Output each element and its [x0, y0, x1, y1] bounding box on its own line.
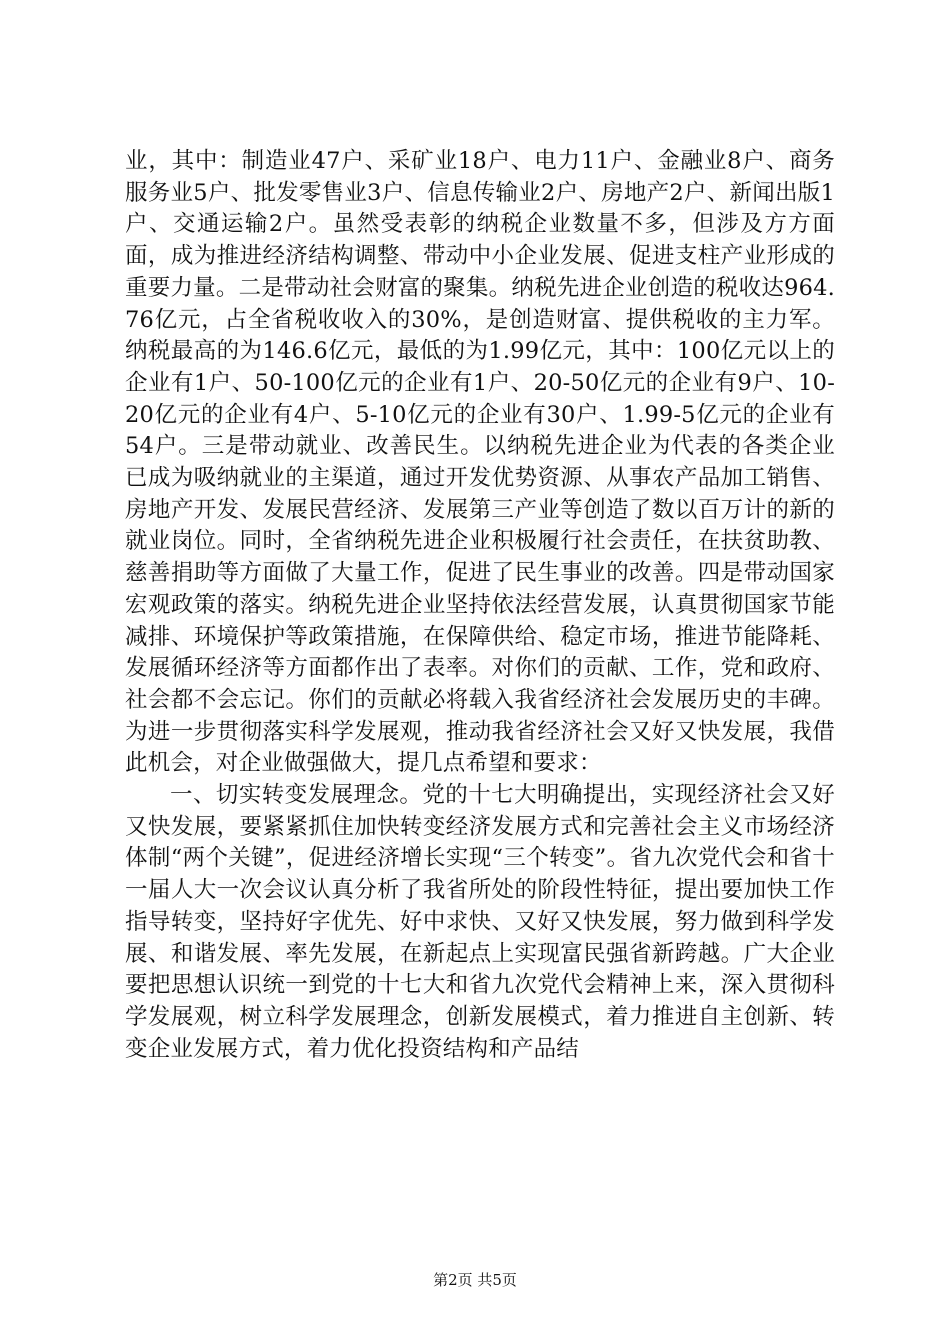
paragraph-2: 一、切实转变发展理念。党的十七大明确提出，实现经济社会又好又快发展，要紧紧抓住加快转变经济发展方式和完善社会主义市场经济体制“两个关键”，促进经济增长实现“三个转变”。省九次党代会和省十一届人大一次会议认真分析了我省所处的阶段性特征，提出要加快工作指导转变，坚持好字优先、好中求快、又好又快发展，努力做到科学发展、和谐发展、率先发展，在新起点上实现富民强省新跨越。广大企业要把思想认识统一到党的十七大和省九次党代会精神上来，深入贯彻科学发展观，树立科学发展理念，创新发展模式，着力推进自主创新、转变企业发展方式，着力优化投资结构和产品结: [125, 782, 835, 1062]
page-footer: 第2页 共5页: [433, 1271, 517, 1289]
body-text: [125, 146, 835, 1065]
paragraph-1: 业，其中：制造业47户、采矿业18户、电力11户、金融业8户、商务服务业5户、批发零售业3户、信息传输业2户、房地产2户、新闻出版1户、交通运输2户。虽然受表彰的纳税企业数量不多，但涉及方方面面，成为推进经济结构调整、带动中小企业发展、促进支柱产业形成的重要力量。二是带动社会财富的聚集。纳税先进企业创造的税收达964.76亿元，占全省税收收入的30%，是创造财富、提供税收的主力军。纳税最高的为146.6亿元，最低的为1.99亿元，其中：100亿元以上的企业有1户、50-100亿元的企业有1户、20-50亿元的企业有9户、10-20亿元的企业有4户、5-10亿元的企业有30户、1.99-5亿元的企业有54户。三是带动就业、改善民生。以纳税先进企业为代表的各类企业已成为吸纳就业的主渠道，通过开发优势资源、从事农产品加工销售、房地产开发、发展民营经济、发展第三产业等创造了数以百万计的新的就业岗位。同时，全省纳税先进企业积极履行社会责任，在扶贫助教、慈善捐助等方面做了大量工作，促进了民生事业的改善。四是带动国家宏观政策的落实。纳税先进企业坚持依法经营发展，认真贯彻国家节能减排、环境保护等政策措施，在保障供给、稳定市场，推进节能降耗、发展循环经济等方面都作出了表率。对你们的贡献、工作，党和政府、社会都不会忘记。你们的贡献必将载入我省经济社会发展历史的丰碑。为进一步贯彻落实科学发展观，推动我省经济社会又好又快发展，我借此机会，对企业做强做大，提几点希望和要求：: [125, 148, 835, 777]
